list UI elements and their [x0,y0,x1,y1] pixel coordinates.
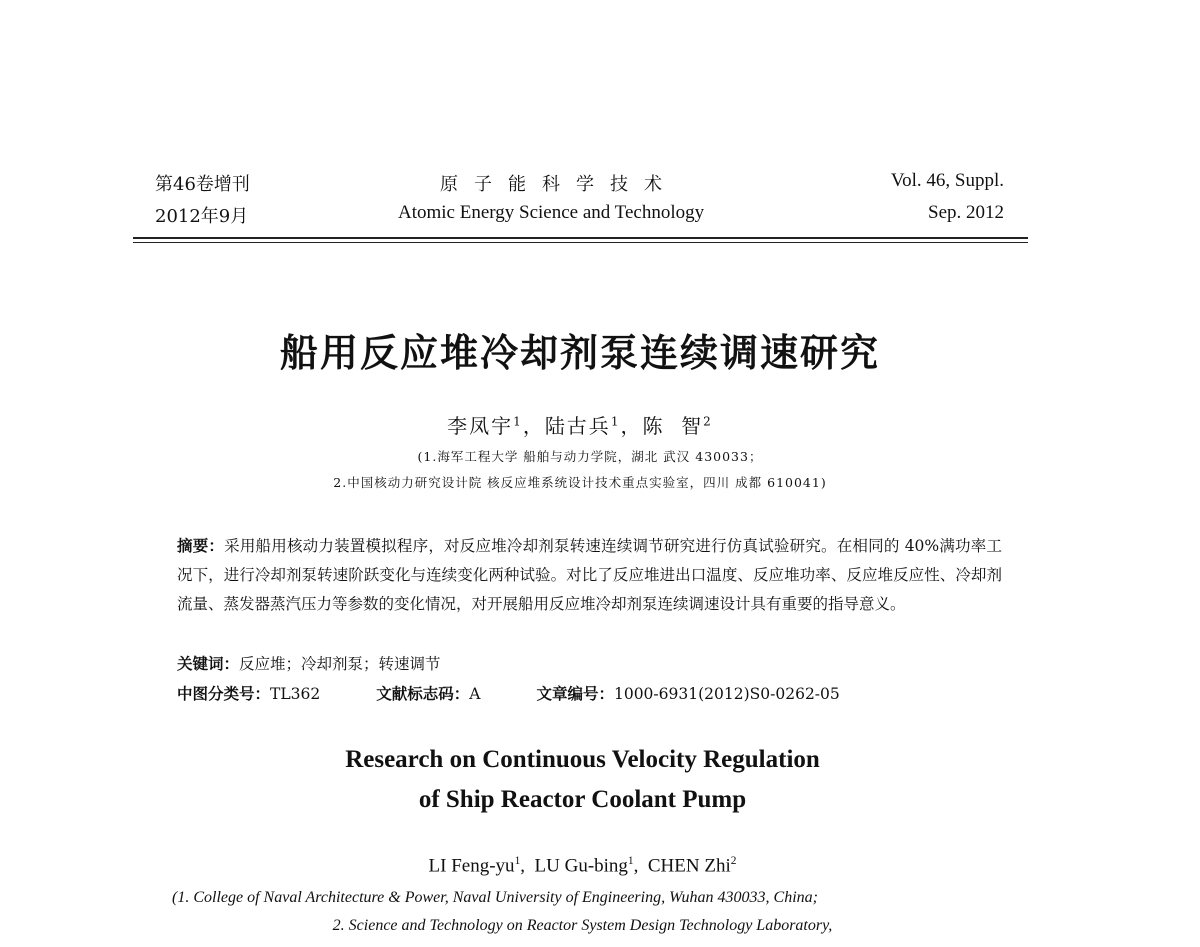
author-separator: ， [522,414,545,438]
author-cn: 陆古兵 [544,414,611,438]
header-rule-thin [133,242,1028,243]
affiliation-en-2: 2. Science and Technology on Reactor System Design Technology Laboratory, [332,917,833,934]
clc-value: TL362 [270,685,321,703]
article-number-label: 文章编号： [536,685,614,703]
paper-title-en-line-1: Research on Continuous Velocity Regulation [345,746,820,773]
authors-cn [0,410,1160,439]
journal-volume-cn: 第46卷增刊 [155,174,250,195]
journal-name-en: Atomic Energy Science and Technology [398,202,705,223]
clc-label: 中图分类号： [177,685,271,703]
doc-code-label: 文献标志码： [376,685,470,703]
journal-name-cn: 原子能科学技术 [440,174,678,195]
article-number-value: 1000-6931(2012)S0-0262-05 [613,685,840,703]
author-affil-mark: 1 [514,855,521,867]
keywords [177,652,441,674]
abstract [177,532,1002,619]
paper-title-en-line-2: of Ship Reactor Coolant Pump [418,786,747,813]
author-cn: 陈 智 [642,414,704,438]
journal-date-cn: 2012年9月 [155,206,249,227]
author-en: CHEN Zhi [647,855,731,877]
classification-line [177,682,840,704]
abstract-label: 摘要： [177,537,225,555]
author-affil-mark: 2 [703,414,713,429]
keywords-text: 反应堆；冷却剂泵；转速调节 [239,655,441,673]
author-separator: ， [620,414,643,438]
affiliation-en-1: (1. College of Naval Architecture & Power, Naval University of Engineering, Wuhan 430033, China; [172,889,818,906]
author-affil-mark: 1 [513,414,523,429]
author-affil-mark: 1 [610,414,621,429]
keywords-label: 关键词： [177,655,240,673]
author-cn: 李凤宇 [447,414,514,438]
affiliation-cn-1: (1.海军工程大学 船舶与动力学院，湖北 武汉 430033； [417,449,763,464]
authors-en: LI Feng-$yu^1$, LU Gu-bing$^1$, CHEN Zhi$^2$ [428,855,737,877]
affiliation-cn-2: 2.中国核动力研究设计院 核反应堆系统设计技术重点实验室，四川 成都 610041) [333,475,827,490]
author-en: LI Feng-yu [428,855,515,877]
abstract-text: 采用船用核动力装置模拟程序，对反应堆冷却剂泵转速连续调节研究进行仿真试验研究。在相同的 40%满功率工况下，进行冷却剂泵转速阶跃变化与连续变化两种试验。对比了反应堆进出口温度、反应堆功率、反应堆反应性、冷却剂流量、蒸发器蒸汽压力等参数的变化情况，对开展船用反应堆冷却剂泵连续调速设计具有重要的指导意义。 [177,537,1002,613]
author-affil-mark: 2 [730,855,737,867]
author-en: LU Gu-bing [534,855,628,877]
journal-volume-en: Vol. 46, Suppl. [890,170,1004,191]
header-rule-thick [133,237,1028,239]
paper-title-cn: 船用反应堆冷却剂泵连续调速研究 [279,331,880,375]
journal-date-en: Sep. 2012 [928,202,1004,223]
doc-code-value: A [469,685,481,703]
author-affil-mark: 1 [627,855,634,867]
